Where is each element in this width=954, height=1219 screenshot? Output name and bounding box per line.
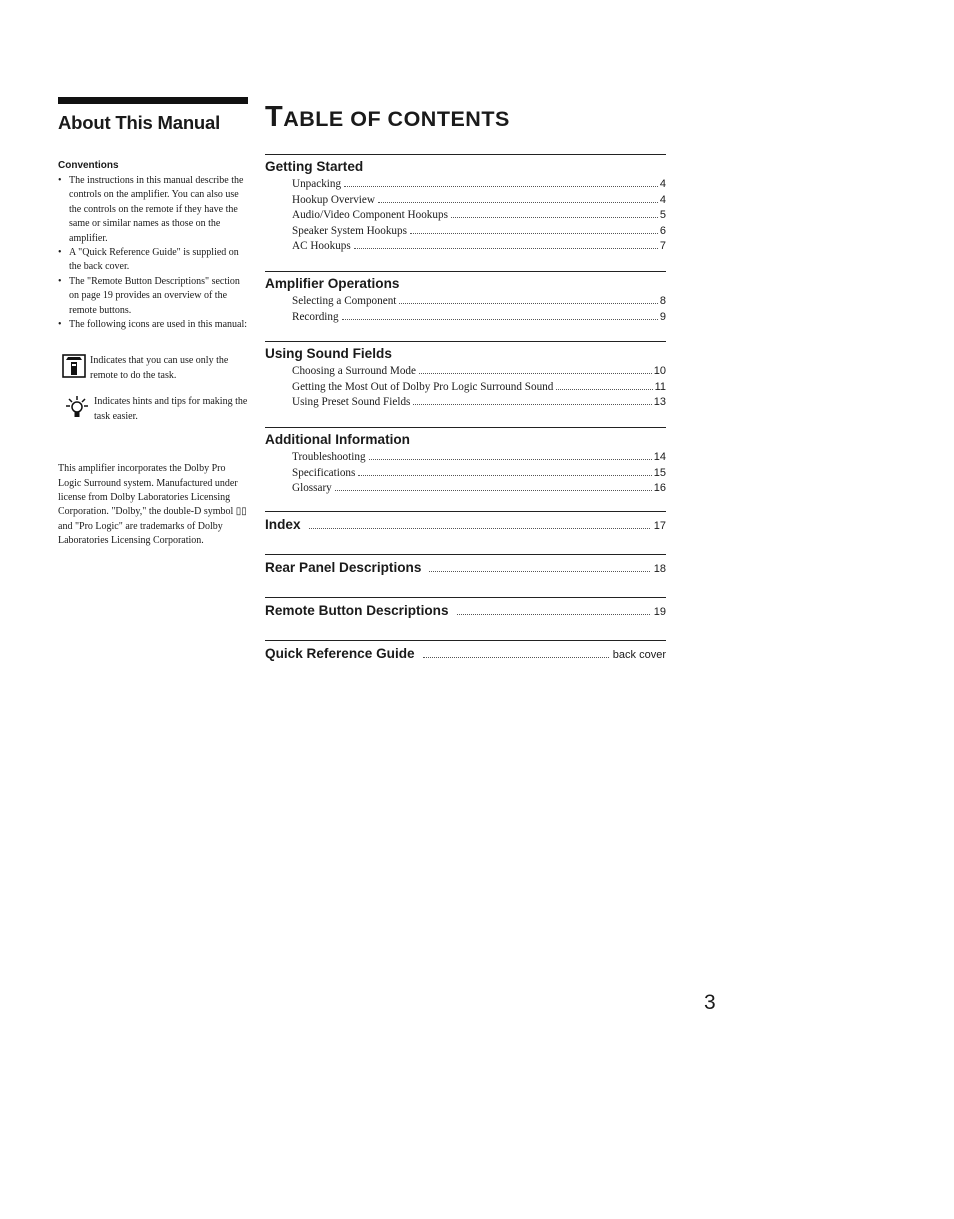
toc-entry-page: 5: [659, 209, 666, 222]
dot-leader: [451, 216, 658, 218]
dot-leader: [413, 403, 651, 405]
toc-entry-title: Unpacking: [292, 178, 342, 190]
toc-entry[interactable]: [292, 224, 666, 240]
toc-entry-title: Audio/Video Component Hookups: [292, 209, 448, 222]
toc-section-title: Getting Started: [265, 159, 364, 174]
toc-entry-page: 14: [653, 450, 666, 463]
toc-entry[interactable]: [292, 364, 666, 380]
dot-leader: [410, 232, 658, 234]
toc-single-section: [265, 640, 666, 663]
toc-entry[interactable]: [265, 645, 666, 663]
toc-entry[interactable]: [292, 395, 666, 411]
toc-section-title: Amplifier Operations: [265, 275, 400, 291]
toc-single-section: [265, 554, 666, 577]
dolby-notice: This amplifier incorporates the Dolby Pro Logic Surround system. Manufactured under license from Dolby Laboratories Licensing Corporation. "Dolby," the double-D symbol ▯▯ and "Pro Logic" are trademarks of Dolby Laboratories Licensing Corporation.: [58, 463, 247, 547]
toc-entry[interactable]: [292, 310, 666, 326]
toc-section-title: Using Sound Fields: [265, 346, 392, 362]
dot-leader: [378, 201, 658, 203]
toc-entry[interactable]: [265, 602, 666, 620]
toc-entry[interactable]: [292, 481, 666, 497]
hints-tips-legend: [66, 395, 250, 424]
conventions-title: Conventions: [58, 160, 119, 171]
toc-entry-title: Glossary: [292, 482, 332, 495]
toc-entry-title: Hookup Overview: [292, 193, 375, 206]
toc-entry-page: 13: [653, 396, 666, 409]
about-this-manual-column: [58, 97, 250, 549]
toc-entry-title: Choosing a Surround Mode: [292, 365, 416, 378]
toc-entry-page: 15: [653, 466, 666, 479]
toc-entry-page: 17: [653, 519, 666, 532]
dot-leader: [354, 247, 658, 249]
toc-entry-page: 7: [659, 240, 666, 253]
toc-entry-page: 6: [659, 224, 666, 237]
heading-rule: [58, 97, 248, 104]
toc-section-title: Additional Information: [265, 431, 410, 447]
toc-entry-title: Getting the Most Out of Dolby Pro Logic Surround Sound: [292, 380, 554, 393]
toc-section-title: Quick Reference Guide: [265, 645, 415, 661]
lightbulb-icon: [66, 395, 88, 419]
dot-leader: [419, 372, 652, 374]
toc-entry[interactable]: [292, 177, 666, 193]
remote-only-legend: [62, 354, 250, 383]
toc-single-section: [265, 511, 666, 534]
toc-entry-page: back cover: [612, 648, 666, 661]
toc-section-title: Index: [265, 516, 301, 532]
toc-entry[interactable]: [292, 380, 666, 396]
toc-section: [265, 427, 666, 497]
toc-section: [265, 154, 666, 255]
toc-entry-page: 16: [653, 482, 666, 495]
dot-leader: [335, 489, 652, 491]
toc-entry-title: Recording: [292, 310, 339, 323]
toc-entry-title: Using Preset Sound Fields: [292, 396, 411, 409]
toc-entry[interactable]: [265, 516, 666, 534]
toc-entry-page: 4: [659, 178, 666, 190]
toc-entry[interactable]: [292, 450, 666, 466]
toc-entry-title: Specifications: [292, 466, 356, 479]
list-item: • The "Remote Button Descriptions" section on page 19 provides an overview of the remote buttons.: [58, 275, 250, 318]
page-number: 3: [704, 991, 716, 1014]
toc-entry-title: Selecting a Component: [292, 294, 397, 307]
toc-entry-title: Troubleshooting: [292, 450, 366, 463]
list-item: • A "Quick Reference Guide" is supplied on the back cover.: [58, 246, 250, 275]
toc-entry[interactable]: [292, 294, 666, 310]
table-of-contents: [265, 100, 666, 663]
toc-entry-page: 11: [654, 380, 666, 393]
dot-leader: [457, 613, 650, 615]
list-item: • The following icons are used in this manual:: [58, 318, 250, 332]
dot-leader: [342, 318, 658, 320]
remote-only-icon: [62, 354, 86, 378]
toc-section: [265, 271, 666, 325]
toc-entry[interactable]: [292, 466, 666, 482]
toc-entry-page: 10: [653, 365, 666, 378]
toc-entry-page: 19: [653, 605, 666, 618]
conventions-list: [58, 174, 250, 332]
toc-entry[interactable]: [292, 208, 666, 224]
toc-entry-page: 18: [653, 562, 666, 575]
toc-single-section: [265, 597, 666, 620]
toc-entry[interactable]: [265, 559, 666, 577]
toc-title: [265, 100, 666, 134]
toc-entry-page: 9: [659, 310, 666, 323]
dot-leader: [556, 388, 652, 390]
dot-leader: [399, 302, 657, 304]
dot-leader: [344, 185, 658, 187]
dot-leader: [429, 570, 649, 572]
list-item: • The instructions in this manual describe the controls on the amplifier. You can also use the controls on the remote if they have the same or similar names as those on the amplifier.: [58, 174, 250, 246]
about-heading: About This Manual: [58, 112, 221, 133]
toc-entry-page: 4: [659, 193, 666, 206]
toc-entry[interactable]: [292, 193, 666, 209]
hints-tips-text: Indicates hints and tips for making the task easier.: [94, 396, 248, 422]
toc-entry[interactable]: [292, 239, 666, 255]
toc-entry-title: AC Hookups: [292, 240, 351, 253]
remote-only-text: Indicates that you can use only the remote to do the task.: [90, 355, 229, 381]
toc-section-title: Rear Panel Descriptions: [265, 559, 422, 575]
toc-title-cap: T: [265, 101, 284, 133]
dot-leader: [309, 527, 650, 529]
dot-leader: [358, 474, 651, 476]
toc-title-rest: ABLE OF CONTENTS: [283, 107, 510, 131]
toc-entry-page: 8: [659, 294, 666, 307]
toc-section-title: Remote Button Descriptions: [265, 602, 449, 618]
dot-leader: [369, 458, 652, 460]
dot-leader: [423, 656, 609, 658]
toc-section: [265, 341, 666, 411]
toc-entry-title: Speaker System Hookups: [292, 224, 407, 237]
